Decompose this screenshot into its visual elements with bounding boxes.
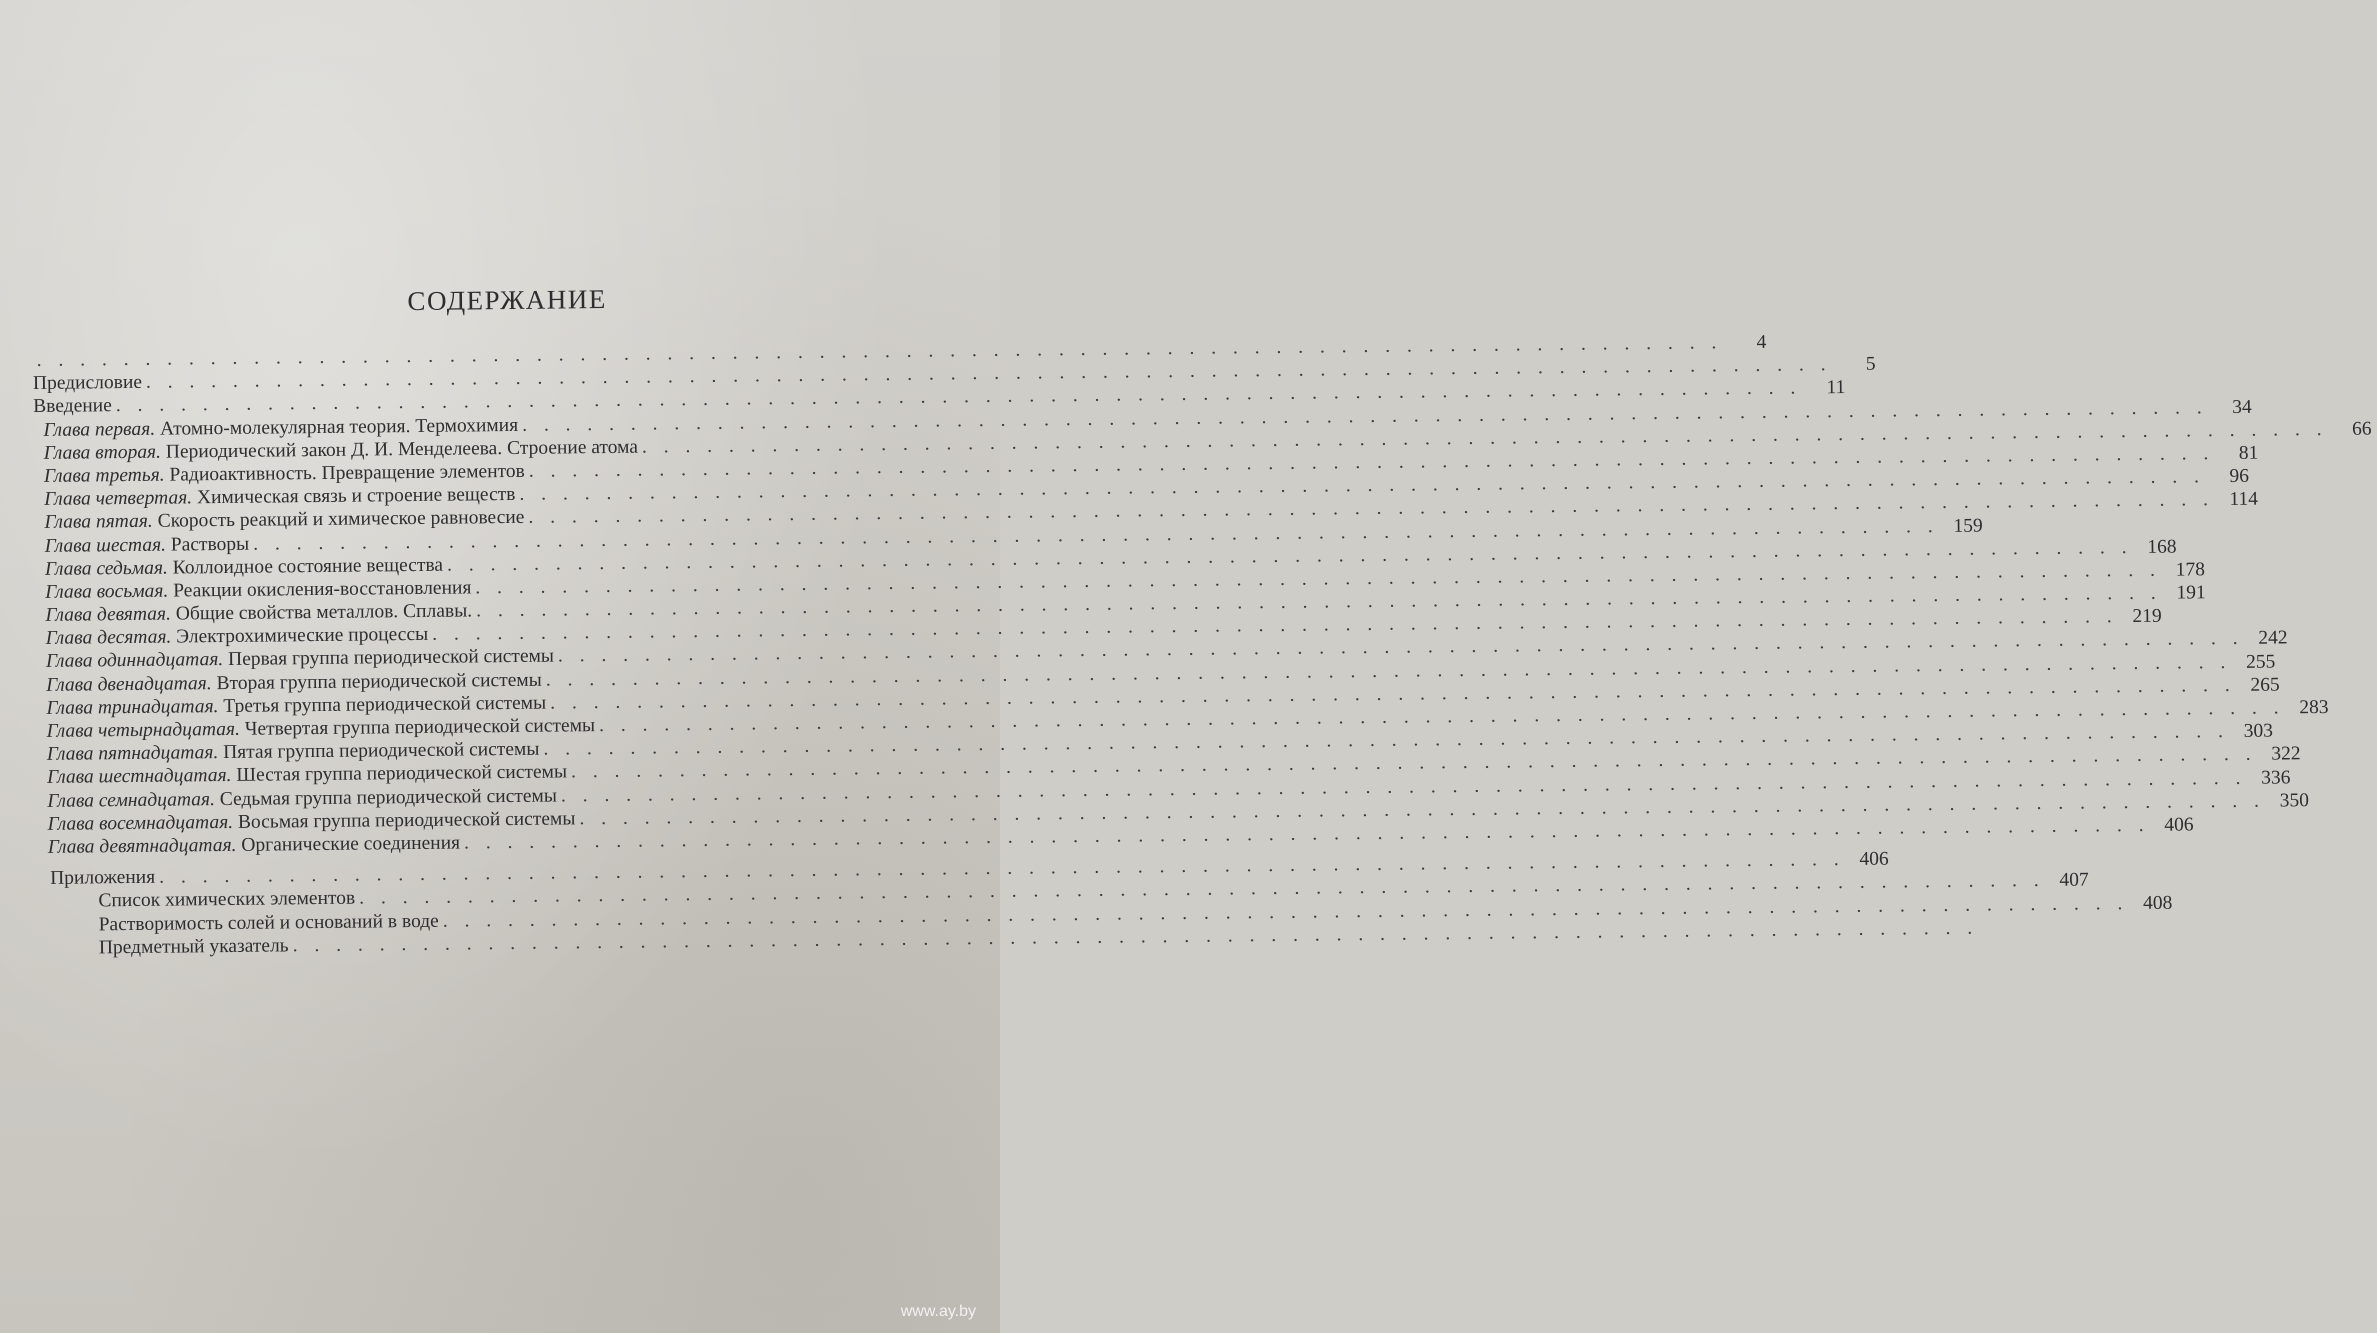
toc-page-number: 283	[2299, 696, 2329, 719]
chapter-title: Скорость реакций и химическое равновесие	[157, 507, 525, 533]
chapter-title: Растворы	[170, 533, 250, 556]
chapter-prefix: Глава семнадцатая.	[47, 788, 216, 812]
toc-page-number: 114	[2229, 489, 2259, 511]
chapter-prefix: Глава вторая.	[43, 441, 162, 464]
toc-page-number: 408	[2142, 892, 2173, 914]
chapter-prefix: Глава одиннадцатая.	[45, 649, 224, 673]
chapter-prefix: Глава четырнадцатая.	[46, 718, 241, 742]
toc-page-number: 303	[2243, 720, 2274, 743]
toc-entry-label	[99, 934, 289, 959]
toc-entry-label	[33, 395, 112, 419]
chapter-title: Введение	[33, 395, 112, 418]
toc-page-number: 350	[2279, 789, 2310, 812]
chapter-title: Коллоидное состояние вещества	[172, 554, 444, 579]
chapter-prefix: Глава четвертая.	[44, 487, 193, 511]
chapter-title: Предисловие	[32, 372, 143, 395]
toc-page-number: 219	[2132, 605, 2162, 628]
watermark: www.ay.by	[900, 1303, 976, 1320]
chapter-prefix: Глава пятнадцатая.	[46, 742, 219, 766]
chapter-title: Органические соединения	[241, 832, 461, 856]
chapter-prefix: Глава восьмая.	[45, 580, 169, 603]
chapter-prefix: Глава первая.	[43, 418, 156, 441]
chapter-list	[32, 353, 2372, 859]
toc-page-number: 168	[2147, 536, 2177, 558]
chapter-title: Первая группа периодической системы	[227, 645, 555, 671]
chapter-prefix: Глава шестнадцатая.	[46, 765, 232, 789]
chapter-prefix: Глава седьмая.	[44, 557, 168, 580]
toc-entry-label	[50, 866, 155, 890]
toc-page-number: 81	[2238, 442, 2259, 464]
chapter-title: Радиоактивность. Превращение элементов	[169, 460, 525, 486]
chapter-title: Растворимость солей и оснований в воде	[98, 910, 439, 935]
chapter-title: Общие свойства металлов. Сплавы.	[175, 600, 473, 625]
toc-page-number: 265	[2250, 674, 2280, 696]
toc-page-number: 242	[2258, 627, 2288, 650]
chapter-prefix: Глава шестая.	[44, 534, 167, 557]
toc-page-number: 96	[2229, 465, 2250, 488]
chapter-title: Вторая группа периодической системы	[216, 669, 542, 694]
toc-page-number: 191	[2176, 582, 2206, 604]
chapter-title: Атомно-молекулярная теория. Термохимия	[159, 414, 519, 440]
toc-page-number: 406	[2164, 814, 2194, 836]
chapter-title: Периодический закон Д. И. Менделеева. Строение атома	[165, 436, 639, 463]
toc-page-number: 11	[1826, 377, 1846, 399]
chapter-prefix: Глава пятая.	[44, 511, 153, 534]
chapter-prefix: Глава девятая.	[45, 603, 172, 626]
chapter-title: Предметный указатель	[98, 935, 289, 959]
toc-entry-label	[98, 887, 355, 913]
chapter-title: Реакции окисления-восстановления	[173, 577, 472, 602]
chapter-prefix: Глава третья.	[43, 464, 165, 487]
toc-entry-label	[48, 831, 460, 858]
table-of-contents	[32, 280, 2372, 959]
chapter-title: Седьмая группа периодической системы	[219, 785, 558, 810]
chapter-prefix: Глава десятая.	[45, 626, 172, 650]
toc-page-number: 178	[2175, 559, 2206, 581]
toc-page-number: 5	[1865, 353, 1876, 375]
toc-entry-label	[45, 532, 250, 557]
chapter-title: Приложения	[50, 866, 156, 889]
toc-entry-label	[33, 371, 142, 395]
chapter-title: Пятая группа периодической системы	[223, 738, 540, 764]
chapter-title: Восьмая группа периодической системы	[237, 808, 576, 833]
toc-page-number: 34	[2232, 396, 2252, 418]
chapter-prefix: Глава тринадцатая.	[46, 695, 219, 719]
toc-page-number: 255	[2245, 651, 2276, 673]
chapter-prefix: Глава двенадцатая.	[46, 672, 212, 696]
chapter-title: Химическая связь и строение веществ	[196, 484, 516, 509]
appendix-list	[38, 848, 2173, 960]
chapter-title: Третья группа периодической системы	[223, 692, 547, 717]
chapter-prefix: Глава девятнадцатая.	[47, 834, 237, 858]
toc-page-number: 406	[1859, 848, 1889, 871]
page-title: СОДЕРЖАНИЕ	[407, 283, 607, 317]
toc-page-number: 407	[2059, 869, 2089, 892]
toc-page-number: 4	[1756, 331, 1767, 353]
toc-page-number: 322	[2271, 743, 2301, 765]
chapter-title: Шестая группа периодической системы	[236, 761, 568, 787]
chapter-title: Четвертая группа периодической системы	[244, 715, 596, 740]
chapter-title: Электрохимические процессы	[176, 624, 429, 648]
toc-page-number: 336	[2261, 766, 2291, 789]
chapter-title: Список химических элементов	[98, 887, 356, 912]
toc-entry-label	[99, 909, 439, 936]
chapter-prefix: Глава восемнадцатая.	[47, 811, 234, 835]
toc-page-number: 159	[1953, 515, 1983, 537]
toc-page-number: 66	[2351, 418, 2372, 440]
